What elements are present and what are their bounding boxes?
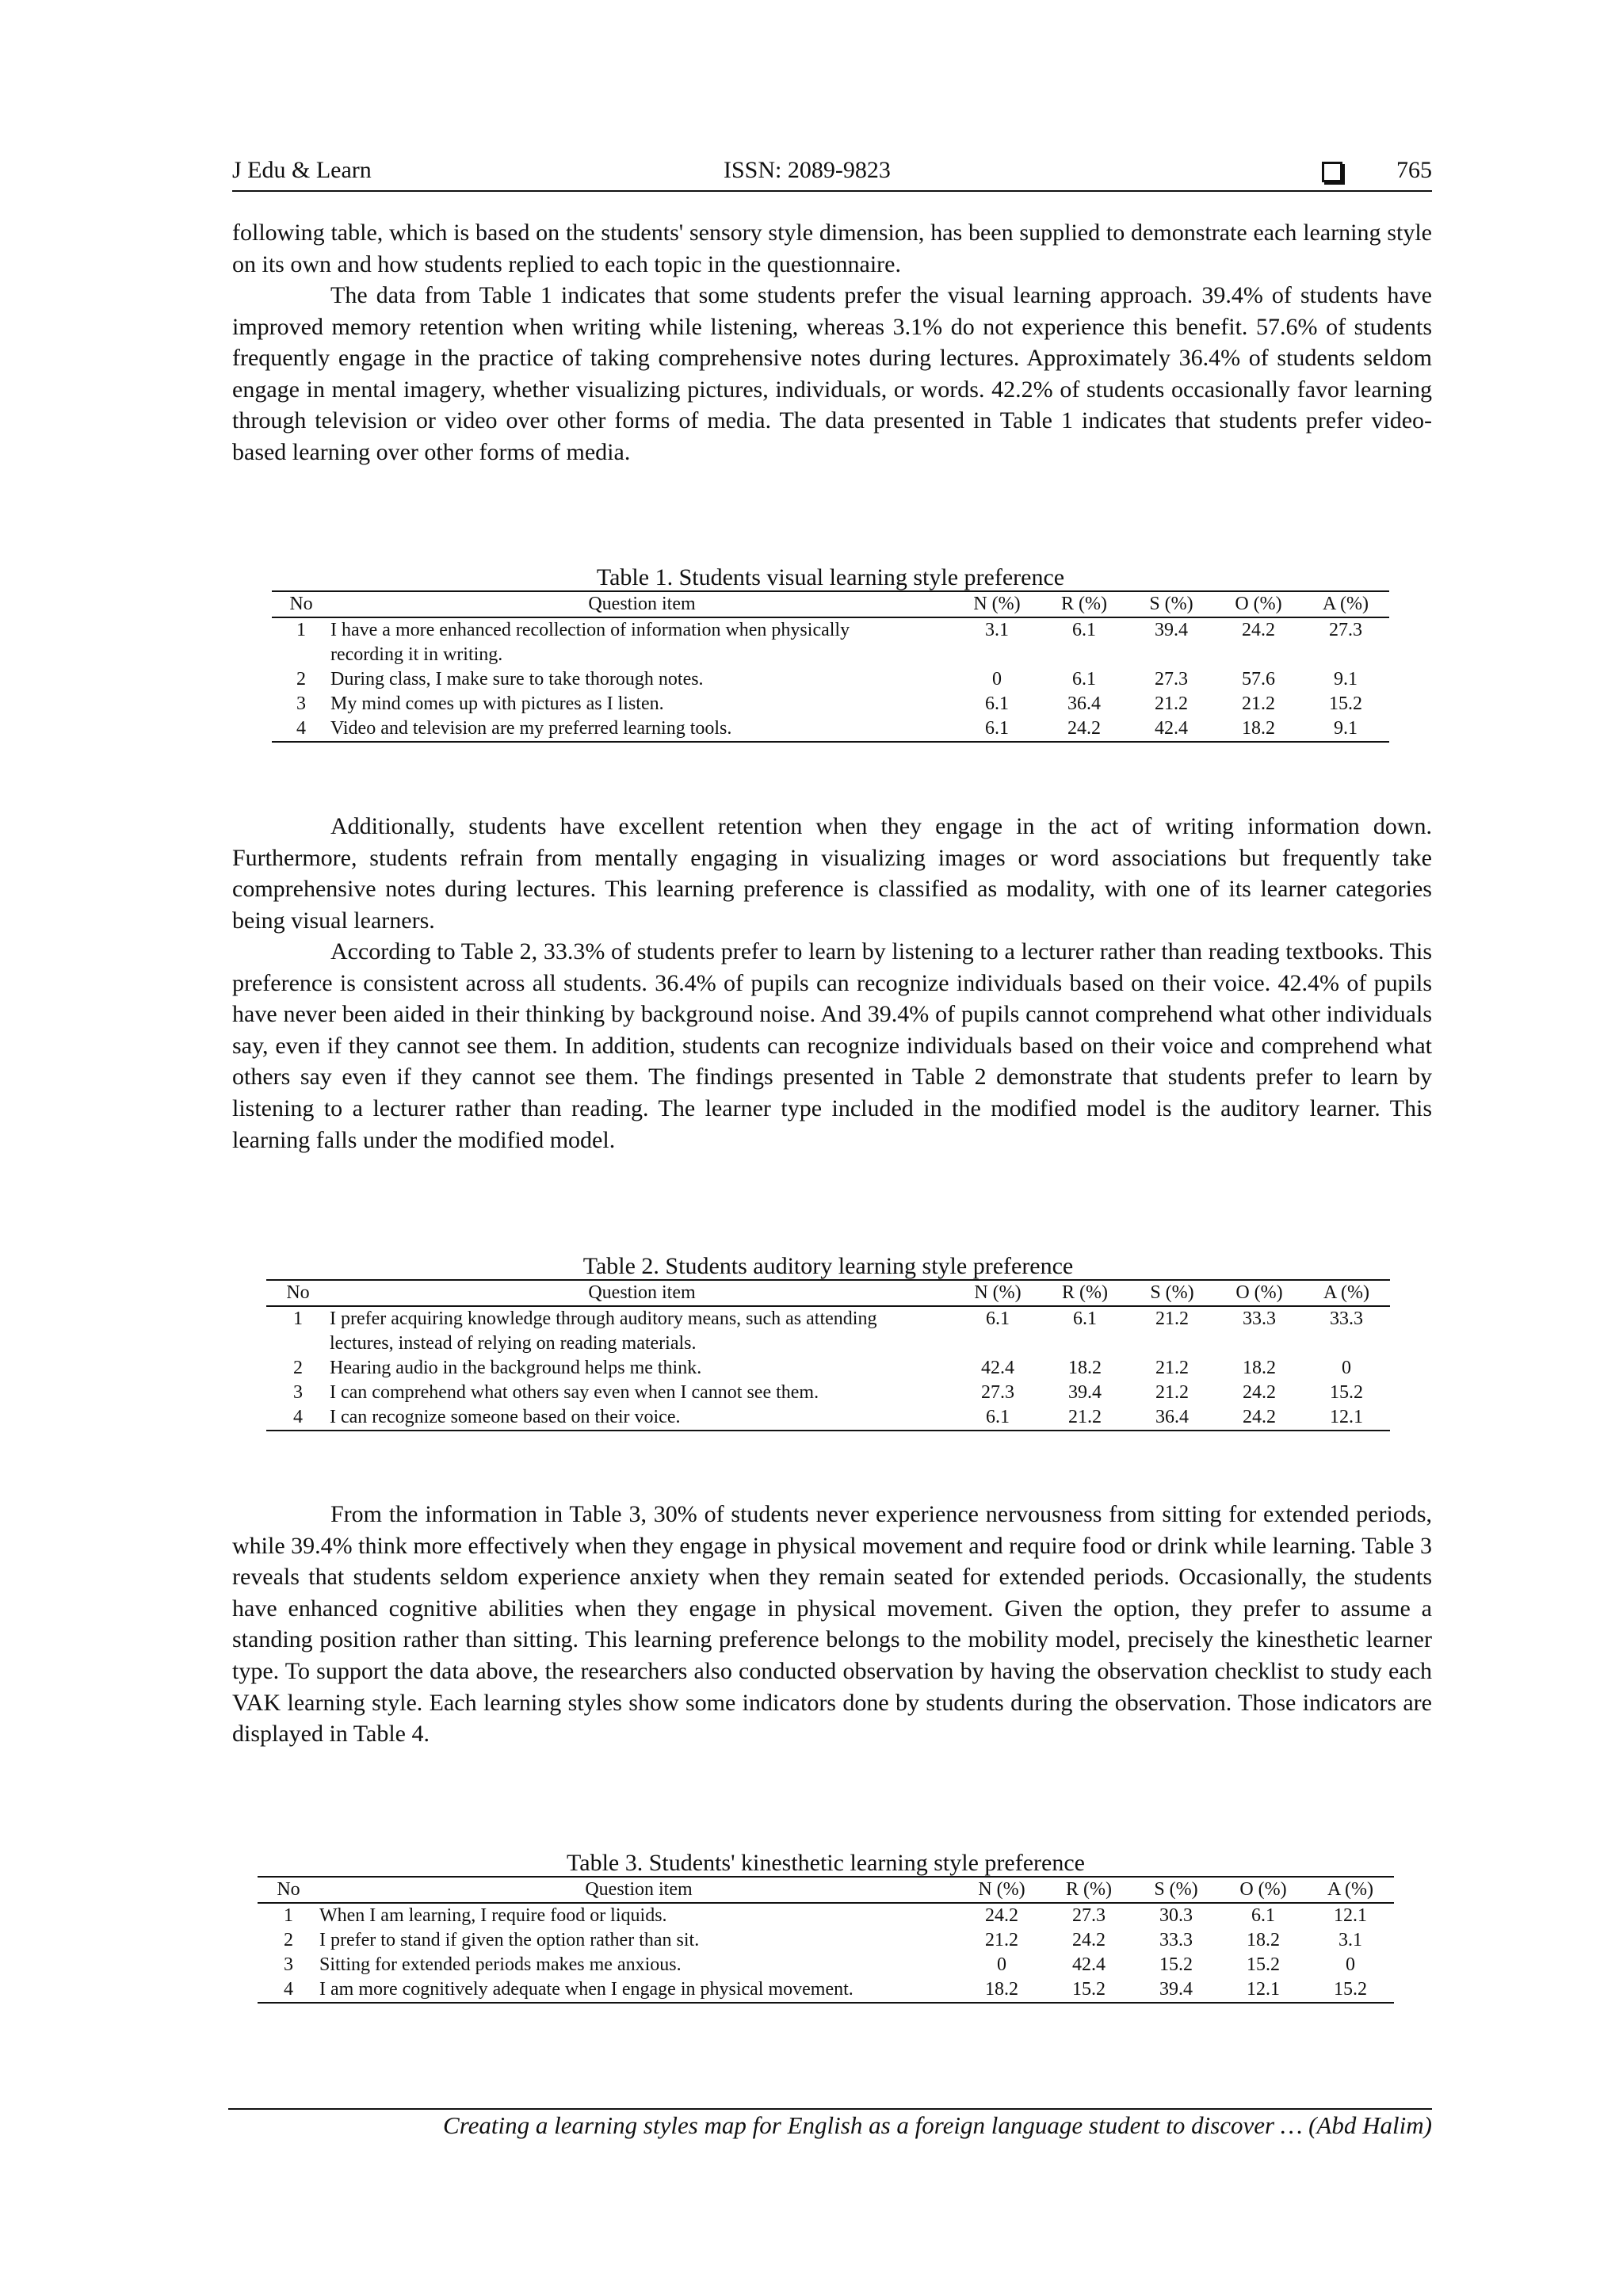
cell-s: 39.4	[1159, 1979, 1193, 2000]
cell-n: 6.1	[985, 718, 1009, 739]
cell-o: 24.2	[1242, 620, 1275, 640]
cell-a: 15.2	[1329, 693, 1362, 714]
col-s: S (%)	[1154, 1879, 1198, 1900]
col-a: A (%)	[1323, 1282, 1369, 1303]
cell-r: 21.2	[1068, 1407, 1102, 1427]
cell-o: 24.2	[1243, 1382, 1276, 1403]
table-row	[266, 1405, 1390, 1431]
table-row	[272, 692, 1389, 716]
cell-o: 57.6	[1242, 669, 1275, 690]
cell-question: I prefer to stand if given the option rather than sit.	[319, 1930, 700, 1950]
table-2-grid	[266, 1279, 1390, 1431]
cell-s: 39.4	[1155, 620, 1188, 640]
cell-r: 42.4	[1072, 1954, 1106, 1975]
cell-o: 18.2	[1247, 1930, 1280, 1950]
cell-o: 21.2	[1242, 693, 1275, 714]
cell-s: 21.2	[1155, 1382, 1189, 1403]
table-1-grid	[272, 590, 1389, 743]
running-header	[232, 155, 1432, 192]
cell-question: Video and television are my preferred learning tools.	[330, 718, 732, 739]
cell-a: 9.1	[1334, 718, 1358, 739]
cell-a: 0	[1342, 1358, 1351, 1378]
cell-r: 39.4	[1068, 1382, 1102, 1403]
cell-n: 6.1	[986, 1308, 1010, 1329]
cell-no: 3	[284, 1954, 293, 1975]
square-bullet-icon	[1322, 162, 1342, 182]
cell-question: I am more cognitively adequate when I engage in physical movement.	[319, 1979, 854, 2000]
cell-no: 1	[293, 1308, 303, 1329]
cell-n: 42.4	[981, 1358, 1014, 1378]
cell-r: 27.3	[1072, 1905, 1106, 1926]
table-row	[258, 1953, 1394, 1977]
col-r: R (%)	[1066, 1879, 1112, 1900]
cell-s: 21.2	[1155, 1358, 1189, 1378]
cell-n: 0	[997, 1954, 1006, 1975]
paragraph-5: From the information in Table 3, 30% of students never experience nervousness from sitting for extended periods, while 39.4% think more effectively when they engage in physical movement and require food or drink while learning. Table 3 reveals that students seldom experience anxiety when they remain seated for extended periods. Occasionally, the students have enhanced cognitive abilities when they engage in physical movement. Given the option, they prefer to assume a standing position rather than sitting. This learning preference belongs to the mobility model, precisely the kinesthetic learner type. To support the data above, the researchers also conducted observation by having the observation checklist to study each VAK learning style. Each learning styles show some indicators done by students during the observation. Those indicators are displayed in Table 4.	[232, 1501, 1432, 1748]
paragraph-3: Additionally, students have excellent retention when they engage in the act of writing information down. Furthermore, students refrain from mentally engaging in visualizing images or word associations but frequently take comprehensive notes during lectures. This learning preference is classified as modality, with one of its learner categories being visual learners.	[232, 813, 1432, 934]
cell-a: 27.3	[1329, 620, 1362, 640]
journal-name: J Edu & Learn	[232, 157, 372, 183]
cell-question: I have a more enhanced recollection of information when physically recording it in writing.	[330, 620, 850, 665]
cell-question: Hearing audio in the background helps me think.	[330, 1358, 702, 1378]
cell-question: I can recognize someone based on their voice.	[330, 1407, 681, 1427]
col-o: O (%)	[1235, 1282, 1283, 1303]
col-a: A (%)	[1323, 594, 1369, 614]
cell-s: 15.2	[1159, 1954, 1193, 1975]
cell-a: 33.3	[1330, 1308, 1363, 1329]
col-n: N (%)	[973, 594, 1021, 614]
table-3-grid	[258, 1876, 1394, 2004]
cell-n: 0	[992, 669, 1002, 690]
col-r: R (%)	[1062, 1282, 1108, 1303]
table-row	[266, 1306, 1390, 1356]
cell-r: 6.1	[1072, 620, 1096, 640]
cell-no: 4	[293, 1407, 303, 1427]
col-s: S (%)	[1149, 594, 1193, 614]
col-no: No	[277, 1879, 300, 1900]
cell-a: 15.2	[1330, 1382, 1363, 1403]
table-2	[266, 1254, 1390, 1431]
cell-r: 36.4	[1067, 693, 1101, 714]
cell-n: 24.2	[985, 1905, 1018, 1926]
cell-s: 27.3	[1155, 669, 1188, 690]
cell-o: 15.2	[1247, 1954, 1280, 1975]
cell-s: 36.4	[1155, 1407, 1189, 1427]
cell-s: 33.3	[1159, 1930, 1193, 1950]
cell-a: 15.2	[1334, 1979, 1367, 2000]
cell-a: 9.1	[1334, 669, 1358, 690]
cell-question: During class, I make sure to take thorough notes.	[330, 669, 704, 690]
cell-no: 4	[284, 1979, 293, 2000]
cell-r: 6.1	[1073, 1308, 1097, 1329]
col-question: Question item	[588, 594, 696, 614]
cell-s: 21.2	[1155, 693, 1188, 714]
col-o: O (%)	[1239, 1879, 1287, 1900]
table-row	[272, 667, 1389, 692]
col-no: No	[289, 594, 313, 614]
cell-no: 3	[296, 693, 306, 714]
table-header-row	[272, 591, 1389, 617]
running-footer: Creating a learning styles map for English as a foreign language student to discover … (Abd Halim)	[443, 2111, 1432, 2139]
cell-no: 2	[284, 1930, 293, 1950]
col-question: Question item	[588, 1282, 696, 1303]
cell-o: 33.3	[1243, 1308, 1276, 1329]
table-row	[272, 716, 1389, 742]
col-s: S (%)	[1150, 1282, 1194, 1303]
cell-o: 12.1	[1247, 1979, 1280, 2000]
cell-n: 6.1	[986, 1407, 1010, 1427]
cell-o: 24.2	[1243, 1407, 1276, 1427]
table-3	[258, 1851, 1394, 2004]
cell-no: 2	[296, 669, 306, 690]
cell-n: 3.1	[985, 620, 1009, 640]
cell-question: Sitting for extended periods makes me anxious.	[319, 1954, 682, 1975]
table-1	[272, 565, 1389, 743]
cell-no: 4	[296, 718, 306, 739]
cell-n: 21.2	[985, 1930, 1018, 1950]
table-row	[258, 1977, 1394, 2003]
cell-question: I can comprehend what others say even when I cannot see them.	[330, 1382, 819, 1403]
table-3-title: Table 3. Students' kinesthetic learning style preference	[567, 1850, 1085, 1876]
table-row	[258, 1928, 1394, 1953]
col-o: O (%)	[1235, 594, 1282, 614]
col-question: Question item	[585, 1879, 693, 1900]
table-2-title: Table 2. Students auditory learning style preference	[582, 1253, 1074, 1279]
cell-r: 24.2	[1072, 1930, 1106, 1950]
col-no: No	[286, 1282, 310, 1303]
col-a: A (%)	[1327, 1879, 1373, 1900]
cell-s: 30.3	[1159, 1905, 1193, 1926]
cell-n: 27.3	[981, 1382, 1014, 1403]
issn-label: ISSN: 2089-9823	[724, 157, 891, 183]
table-header-row	[266, 1280, 1390, 1306]
col-n: N (%)	[978, 1879, 1025, 1900]
table-row	[266, 1356, 1390, 1381]
cell-o: 6.1	[1251, 1905, 1275, 1926]
cell-r: 6.1	[1072, 669, 1096, 690]
cell-question: My mind comes up with pictures as I listen.	[330, 693, 664, 714]
table-row	[266, 1381, 1390, 1405]
cell-a: 12.1	[1334, 1905, 1367, 1926]
cell-s: 42.4	[1155, 718, 1188, 739]
cell-no: 3	[293, 1382, 303, 1403]
table-row	[272, 617, 1389, 667]
cell-n: 18.2	[985, 1979, 1018, 2000]
cell-a: 0	[1346, 1954, 1355, 1975]
cell-n: 6.1	[985, 693, 1009, 714]
cell-no: 2	[293, 1358, 303, 1378]
cell-s: 21.2	[1155, 1308, 1189, 1329]
cell-no: 1	[284, 1905, 293, 1926]
cell-r: 15.2	[1072, 1979, 1106, 2000]
cell-question: I prefer acquiring knowledge through auditory means, such as attending lectures, instead of relying on reading materials.	[330, 1308, 877, 1354]
col-n: N (%)	[974, 1282, 1022, 1303]
cell-o: 18.2	[1243, 1358, 1276, 1378]
cell-a: 3.1	[1338, 1930, 1362, 1950]
paragraph-2: The data from Table 1 indicates that some students prefer the visual learning approach. 39.4% of students have improved memory retention when writing while listening, whereas 3.1% do not experience this benefit. 57.6% of students frequently engage in the practice of taking comprehensive notes during lectures. Approximately 36.4% of students seldom engage in mental imagery, whether visualizing pictures, individuals, or words. 42.2% of students occasionally favor learning through television or video over other forms of media. The data presented in Table 1 indicates that students prefer video-based learning over other forms of media.	[232, 282, 1432, 465]
cell-no: 1	[296, 620, 306, 640]
table-header-row	[258, 1877, 1394, 1903]
page-number: 765	[1396, 157, 1432, 183]
cell-question: When I am learning, I require food or liquids.	[319, 1905, 667, 1926]
paragraph-1: following table, which is based on the students' sensory style dimension, has been supplied to demonstrate each learning style on its own and how students replied to each topic in the questionnaire.	[232, 220, 1432, 277]
col-r: R (%)	[1061, 594, 1107, 614]
table-row	[258, 1903, 1394, 1928]
paragraph-4: According to Table 2, 33.3% of students prefer to learn by listening to a lecturer rather than reading textbooks. This preference is consistent across all students. 36.4% of pupils can recognize individuals based on their voice. 42.4% of pupils have never been aided in their thinking by background noise. And 39.4% of pupils cannot comprehend what other individuals say, even if they cannot see them. In addition, students can recognize individuals based on their voice and comprehend what others say even if they cannot see them. The findings presented in Table 2 demonstrate that students prefer to learn by listening to a lecturer rather than reading. The learner type included in the modified model is the auditory learner. This learning falls under the modified model.	[232, 938, 1432, 1153]
cell-a: 12.1	[1330, 1407, 1363, 1427]
table-1-title: Table 1. Students visual learning style preference	[596, 564, 1065, 590]
cell-r: 24.2	[1067, 718, 1101, 739]
cell-r: 18.2	[1068, 1358, 1102, 1378]
cell-o: 18.2	[1242, 718, 1275, 739]
